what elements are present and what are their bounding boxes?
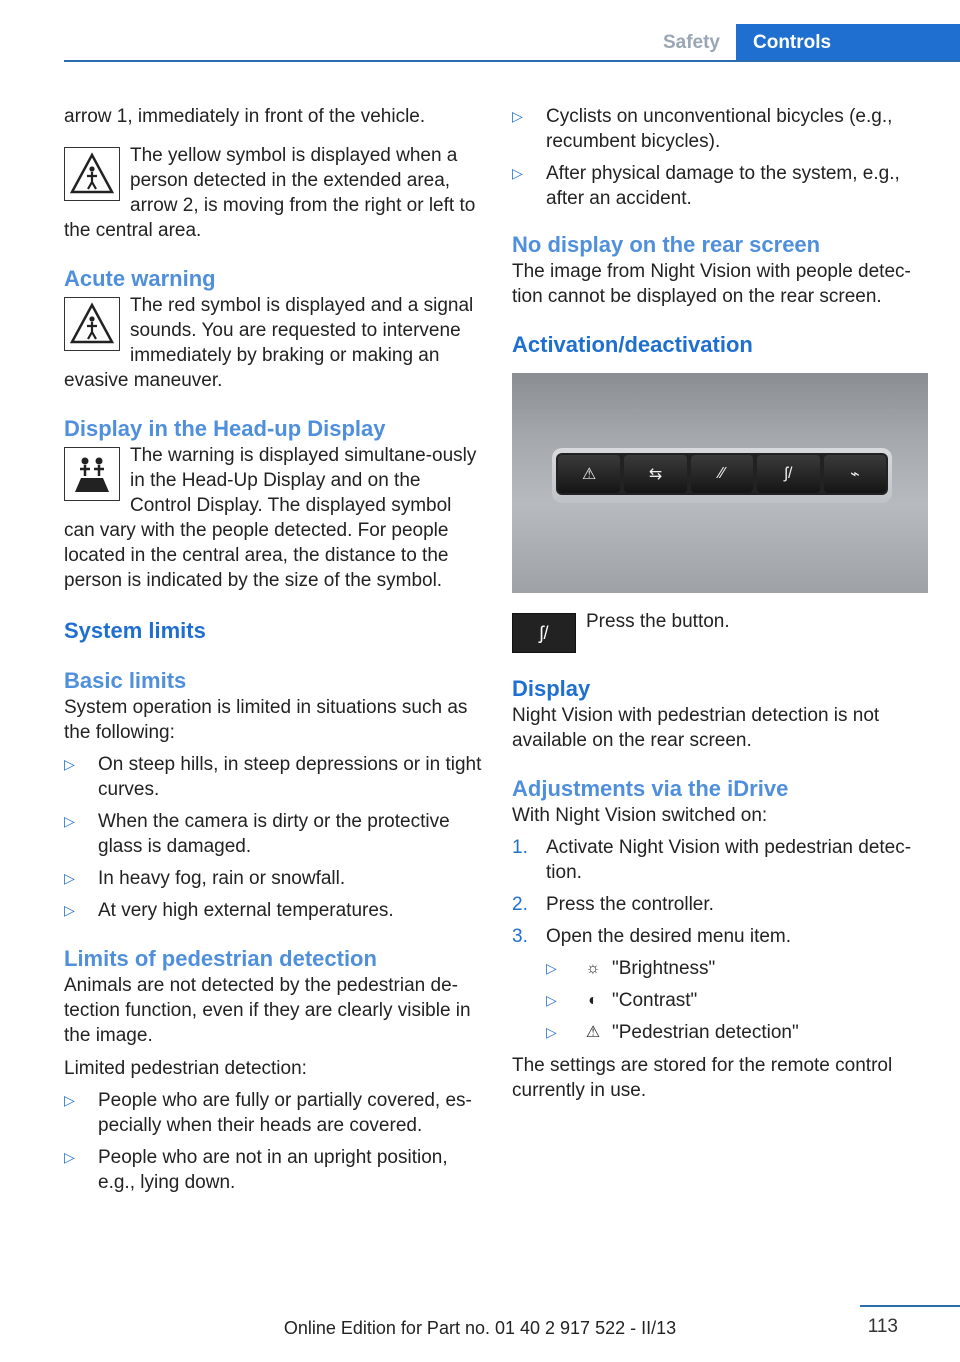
list-item: ▷ After physical damage to the system, e.g., after an accident. <box>512 163 900 209</box>
control-panel-photo <box>512 373 928 593</box>
right-column <box>512 104 930 1103</box>
basic-limits-heading: Basic limits <box>64 668 187 693</box>
list-item: ▷ People who are fully or partially covered, es‐pecially when their heads are covered. <box>64 1090 472 1136</box>
lane-warning-button-icon: ⁄⁄ <box>691 455 753 493</box>
basic-limits-text: System operation is limited in situations such as the following: <box>64 697 468 743</box>
list-item: 2. Press the controller. <box>512 894 714 915</box>
edition-text: Online Edition for Part no. 01 40 2 917 522 - II/13 <box>283 1318 677 1338</box>
triangle-bullet-icon: ▷ <box>512 165 523 181</box>
idrive-heading: Adjustments via the iDrive <box>512 776 789 801</box>
list-item: 1. Activate Night Vision with pedestrian detec‐tion. <box>512 837 912 883</box>
triangle-bullet-icon: ▷ <box>64 813 75 829</box>
hud-text: The warning is displayed simultane‐ously in the Head-Up Display and on the Control Display. The displayed symbol can vary with the people detected. For people located in the central area, the distance to the person is indicated by the size of the symbol. <box>64 445 477 591</box>
pedestrian-warning-icon <box>64 147 120 201</box>
list-item: ▷ In heavy fog, rain or snowfall. <box>64 868 346 889</box>
parking-sensor-button-icon: ⇆ <box>624 455 686 493</box>
tab-safety[interactable]: Safety <box>662 32 720 53</box>
press-button-paragraph <box>512 609 930 653</box>
footer-rule <box>860 1305 960 1307</box>
camera-button-icon: ⌁ <box>824 455 886 493</box>
list-item: ▷ When the camera is dirty or the protective glass is damaged. <box>64 811 450 857</box>
list-item: ▷ At very high external temperatures. <box>64 900 394 921</box>
list-item: ▷ People who are not in an upright position, e.g., lying down. <box>64 1147 448 1193</box>
triangle-bullet-icon: ▷ <box>64 1092 75 1108</box>
contrast-icon: ◐ <box>588 992 598 1009</box>
pedestrian-limits-list <box>64 1088 482 1195</box>
intro-text: arrow 1, immediately in front of the vehicle. <box>64 106 426 127</box>
pedestrian-detection-button-icon: ʃ/ <box>757 455 819 493</box>
pedestrian-limits-heading: Limits of pedestrian detection <box>64 946 377 971</box>
display-text: Night Vision with pedestrian detection is not available on the rear screen. <box>512 705 880 751</box>
triangle-bullet-icon: ▷ <box>512 108 523 124</box>
yellow-symbol-text: The yellow symbol is displayed when a person detected in the extended area, arrow 2, is moving from the right or left to the central area. <box>64 145 476 241</box>
list-item: ▷ On steep hills, in steep depressions or in tight curves. <box>64 754 482 800</box>
animals-text: Animals are not detected by the pedestrian de‐tection function, even if they are clearly visible in the image. <box>64 975 471 1046</box>
tab-controls[interactable]: Controls <box>736 24 960 62</box>
list-item: ▷ Cyclists on unconventional bicycles (e.g., recumbent bicycles). <box>512 106 893 152</box>
hud-paragraph <box>64 443 482 593</box>
list-item: ▷ ⚠ "Pedestrian detection" <box>546 1022 799 1043</box>
brightness-icon: ☼ <box>585 960 601 977</box>
hud-pedestrians-icon <box>64 447 120 501</box>
acute-warning-heading: Acute warning <box>64 266 216 291</box>
settings-stored-text: The settings are stored for the remote control currently in use. <box>512 1055 893 1101</box>
triangle-bullet-icon: ▷ <box>64 1149 75 1165</box>
rear-screen-text: The image from Night Vision with people detec‐tion cannot be displayed on the rear screen. <box>512 261 911 307</box>
limited-detection-text: Limited pedestrian detection: <box>64 1058 307 1079</box>
page-number: 113 <box>867 1316 898 1337</box>
pedestrian-warning-icon <box>64 297 120 351</box>
menu-items-list <box>546 956 930 1045</box>
display-heading: Display <box>512 676 591 701</box>
hud-heading: Display in the Head-up Display <box>64 416 386 441</box>
basic-limits-list <box>64 752 482 923</box>
idrive-text: With Night Vision switched on: <box>512 805 768 826</box>
triangle-bullet-icon: ▷ <box>546 1024 557 1040</box>
triangle-bullet-icon: ▷ <box>64 902 75 918</box>
activation-heading: Activation/deactivation <box>512 332 753 357</box>
triangle-bullet-icon: ▷ <box>546 960 557 976</box>
triangle-bullet-icon: ▷ <box>64 756 75 772</box>
button-row <box>556 453 888 495</box>
night-vision-button-icon: ⚠ <box>558 455 620 493</box>
triangle-bullet-icon: ▷ <box>546 992 557 1008</box>
press-button-text: Press the button. <box>586 611 730 632</box>
left-column <box>64 104 482 1195</box>
triangle-bullet-icon: ▷ <box>64 870 75 886</box>
pedestrian-detection-button-icon: ʃ/ <box>512 613 576 653</box>
red-symbol-text: The red symbol is displayed and a signal sounds. You are requested to intervene immediately by braking or making an evasive maneuver. <box>64 295 474 391</box>
warning-triangle-icon: ⚠ <box>585 1024 601 1041</box>
yellow-symbol-paragraph <box>64 143 482 243</box>
list-item: 3. Open the desired menu item. ▷ ☼ "Brightness" ▷ ◐ "Contrast" ▷ ⚠ "Pedestrian detection" <box>512 924 930 1045</box>
list-item: ▷ ◐ "Contrast" <box>546 990 698 1011</box>
limits-continued-list <box>512 104 930 211</box>
header-rule <box>64 60 960 62</box>
red-symbol-paragraph <box>64 293 482 393</box>
system-limits-heading: System limits <box>64 618 206 643</box>
list-item: ▷ ☼ "Brightness" <box>546 958 716 979</box>
rear-screen-heading: No display on the rear screen <box>512 232 821 257</box>
steps-list <box>512 835 930 1045</box>
